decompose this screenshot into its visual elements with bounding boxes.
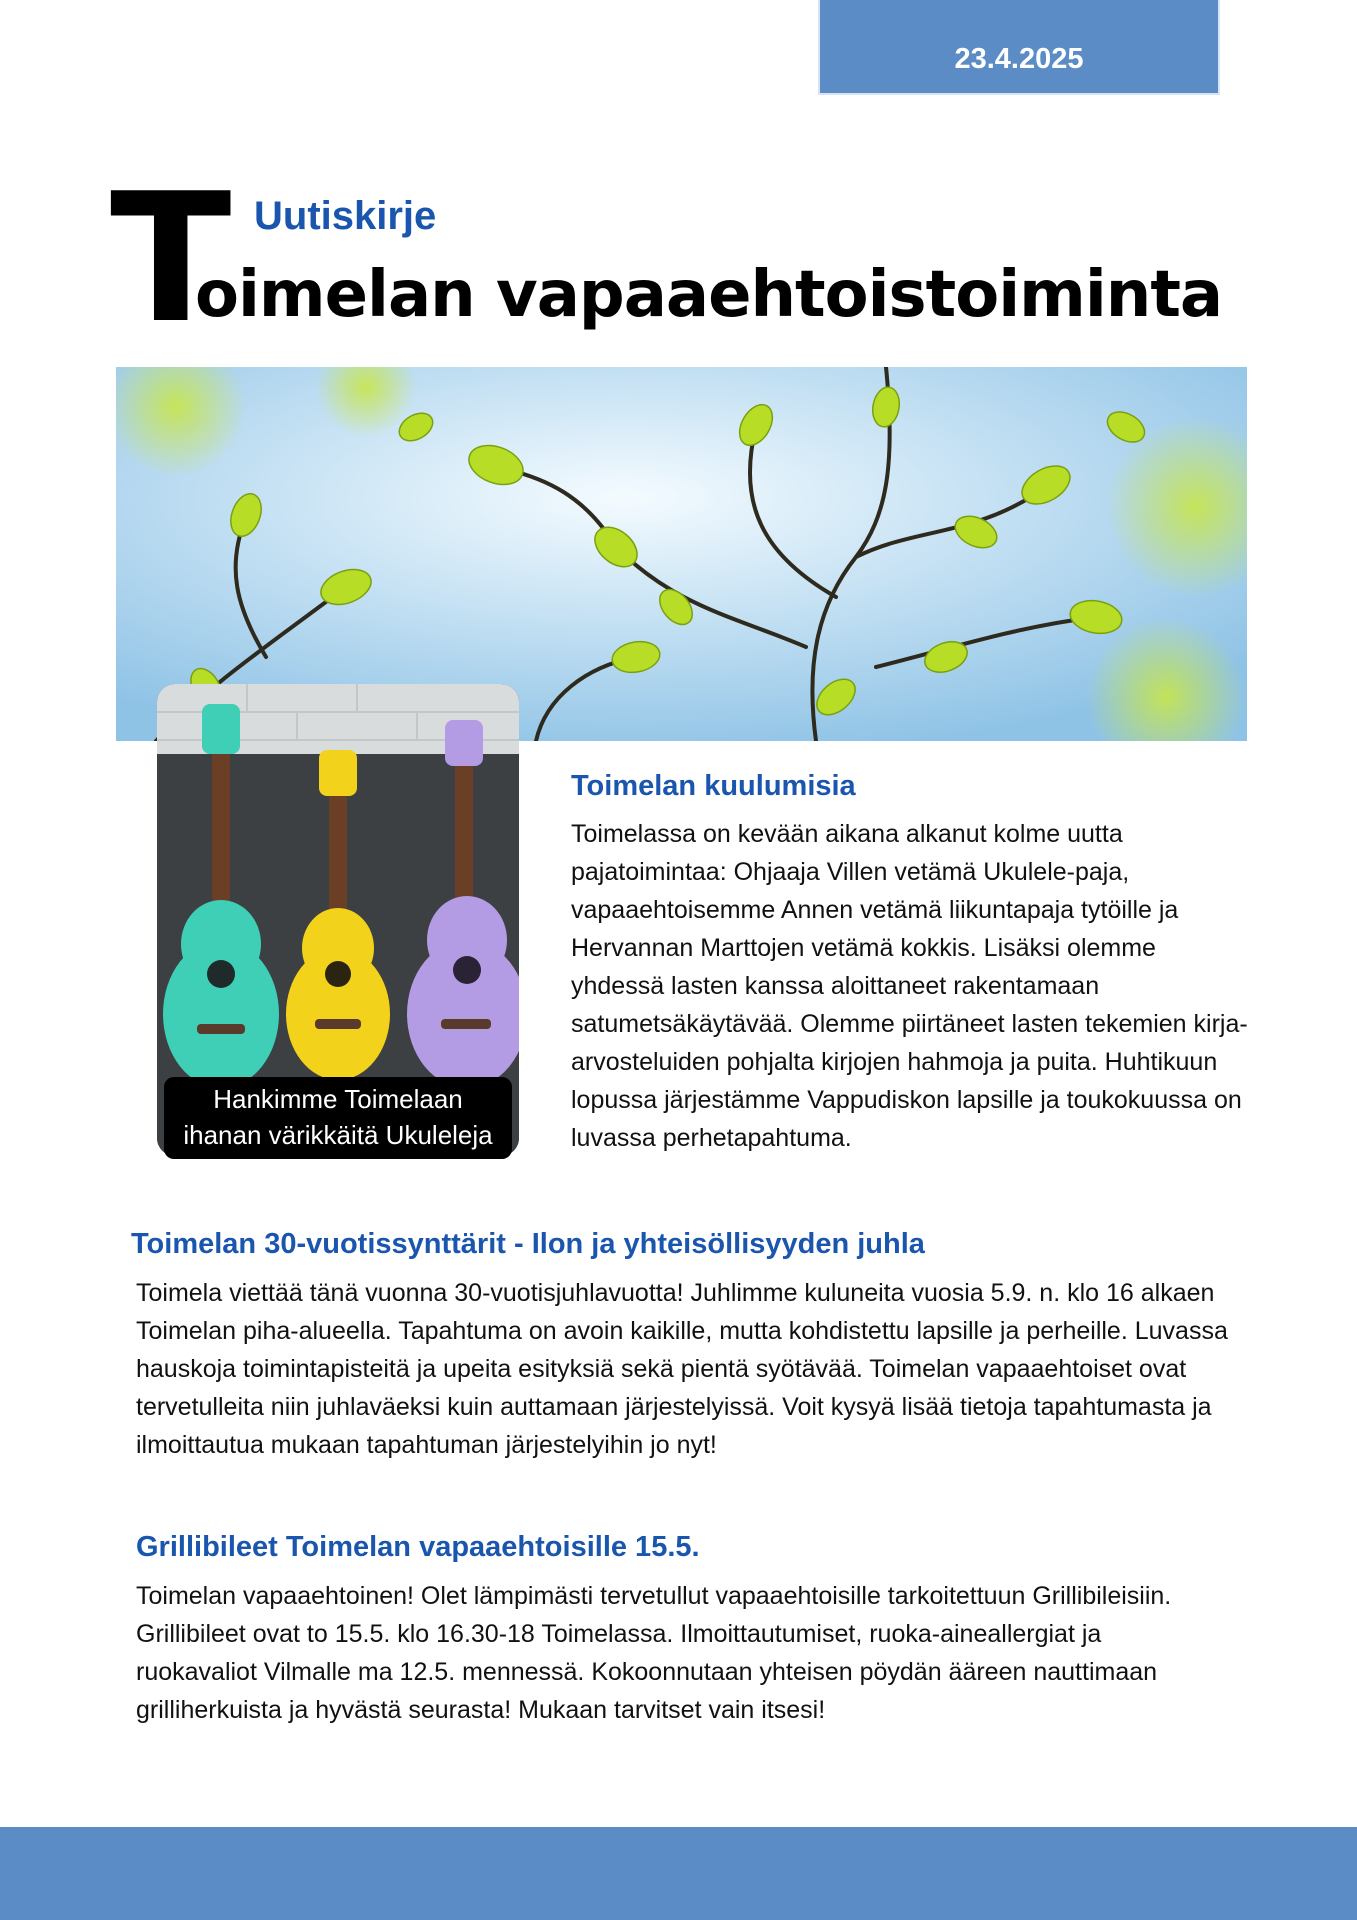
date-box xyxy=(818,0,1220,95)
title-initial-letter: T xyxy=(110,155,232,362)
newsletter-date: 23.4.2025 xyxy=(954,43,1084,75)
photo-caption xyxy=(164,1077,512,1159)
section-heading-kuulumisia: Toimelan kuulumisia xyxy=(571,770,856,802)
newsletter-title: oimelan vapaaehtoistoiminta xyxy=(195,258,1223,332)
section-heading-synttarit: Toimelan 30-vuotissynttärit - Ilon ja yhteisöllisyyden juhla xyxy=(131,1228,925,1260)
footer-bar xyxy=(0,1827,1357,1920)
photo-caption-line1: Hankimme Toimelaan xyxy=(213,1084,463,1114)
section-body-grillibileet: Toimelan vapaaehtoinen! Olet lämpimästi tervetullut vapaaehtoisille tarkoitettuun Grillibileisiin. Grillibileet ovat to 15.5. klo 16.30-18 Toimelassa. Ilmoittautumiset, ruoka-aineallergiat ja ruokavaliot Vilmalle ma 12.5. mennessä. Kokoonnutaan yhteisen pöydän ääreen nauttimaan grilliherkuista ja hyvästä seurasta! Mukaan tarvitset vain itsesi! xyxy=(136,1582,1172,1724)
section-body-kuulumisia: Toimelassa on kevään aikana alkanut kolme uutta pajatoimintaa: Ohjaaja Villen vetämä Ukulele-paja, vapaaehtoisemme Annen vetämä liikuntapaja tytöille ja Hervannan Marttojen vetämä kokkis. Lisäksi olemme yhdessä lasten kanssa aloittaneet rakentamaan satumetsäkäytävää. Olemme piirtäneet lasten tekemien kirja-arvosteluiden pohjalta kirjojen hahmoja ja puita. Huhtikuun lopussa järjestämme Vappudiskon lapsille ja toukokuussa on luvassa perhetapahtuma. xyxy=(571,820,1248,1152)
section-body-synttarit: Toimela viettää tänä vuonna 30-vuotisjuhlavuotta! Juhlimme kuluneita vuosia 5.9. n. klo 16 alkaen Toimelan piha-alueella. Tapahtuma on avoin kaikille, mutta kohdistettu lapsille ja perheille. Luvassa hauskoja toimintapisteitä ja upeita esityksiä sekä pientä syötävää. Toimelan vapaaehtoiset ovat tervetulleita niin juhlaväeksi kuin auttamaan järjestelyissä. Voit kysyä lisää tietoja tapahtumasta ja ilmoittautua mukaan tapahtuman järjestelyihin jo nyt! xyxy=(136,1279,1228,1459)
photo-caption-line2: ihanan värikkäitä Ukuleleja xyxy=(183,1120,493,1150)
newsletter-subtitle: Uutiskirje xyxy=(254,194,437,238)
section-heading-grillibileet: Grillibileet Toimelan vapaaehtoisille 15.5. xyxy=(136,1531,700,1563)
